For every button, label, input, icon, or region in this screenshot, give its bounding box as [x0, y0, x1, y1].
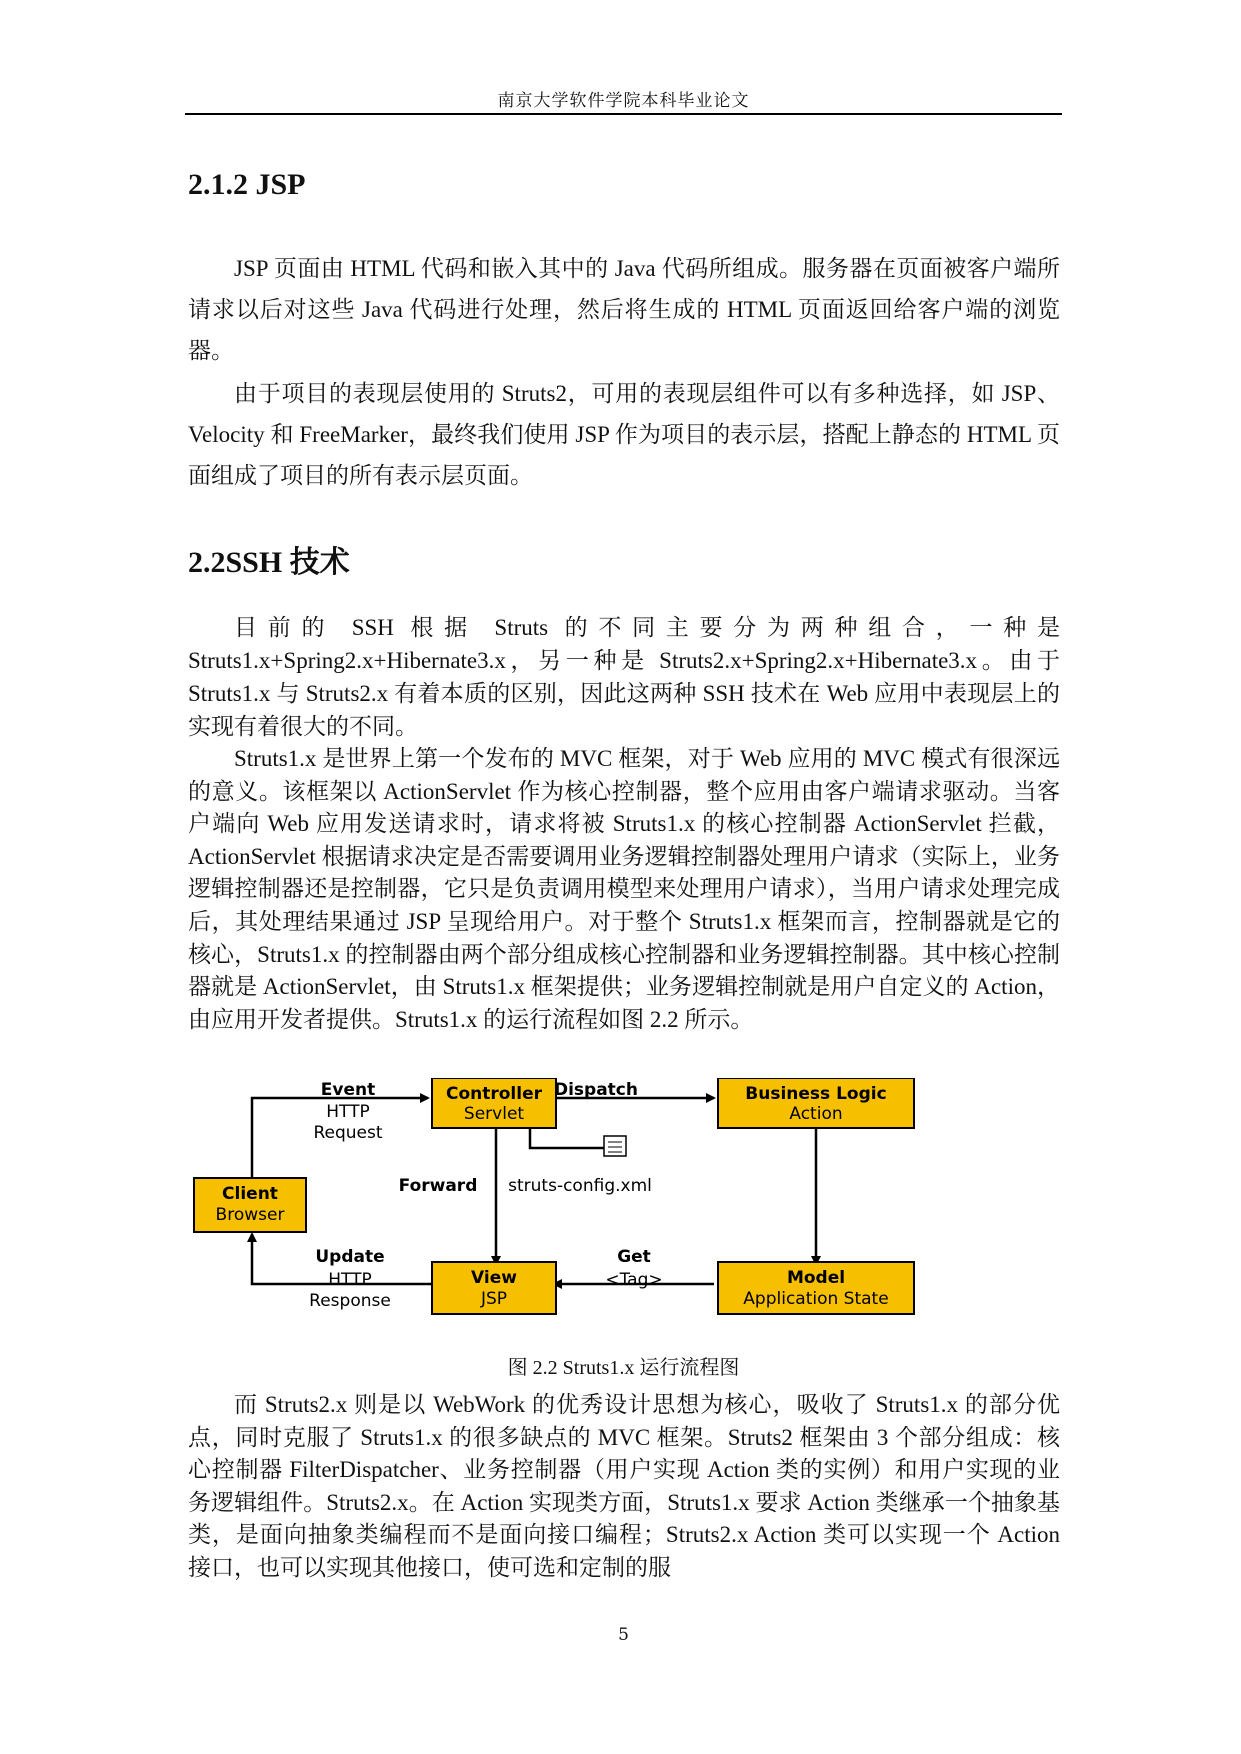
http-request-label-1: HTTP: [326, 1102, 370, 1122]
svg-text:Business Logic: Business Logic: [745, 1084, 887, 1104]
header-rule: [185, 113, 1062, 115]
page-number: 5: [618, 1625, 629, 1645]
svg-text:JSP: JSP: [480, 1289, 508, 1309]
paragraph-ssh-combinations: 目前的 SSH 根据 Struts 的不同主要分为两种组合，一种是 Struts1.x+Spring2.x+Hibernate3.x，另一种是 Struts2.x+Spring2.x+Hibernate3.x。由于 Struts1.x 与 Struts2.x 有着本质的区别，因此这两种 SSH 技术在 Web 应用中表现层上的实现有着很大的不同。: [188, 615, 1060, 739]
running-header: 南京大学软件学院本科毕业论文: [497, 91, 750, 111]
figure-caption: 图 2.2 Struts1.x 运行流程图: [507, 1357, 740, 1379]
paragraph-struts1: Struts1.x 是世界上第一个发布的 MVC 框架，对于 Web 应用的 MVC 模式有很深远的意义。该框架以 ActionServlet 作为核心控制器，整个应用由客户端请求驱动。当客户端向 Web 应用发送请求时，请求将被 Struts1.x 的核心控制器 ActionServlet 拦截，ActionServlet 根据请求决定是否需要调用业务逻辑控制器处理用户请求（实际上，业务逻辑控制器还是控制器，它只是负责调用模型来处理用户请求），当用户请求处理完成后，其处理结果通过 JSP 呈现给用户。对于整个 Struts1.x 框架而言，控制器就是它的核心，Struts1.x 的控制器由两个部分组成核心控制器和业务逻辑控制器。其中核心控制器就是 ActionServlet，由 Struts1.x 框架提供；业务逻辑控制就是用户自定义的 Action，由应用开发者提供。Struts1.x 的运行流程如图 2.2 所示。: [188, 746, 1060, 1032]
paragraph-jsp-intro: JSP 页面由 HTML 代码和嵌入其中的 Java 代码所组成。服务器在页面被客户端所请求以后对这些 Java 代码进行处理，然后将生成的 HTML 页面返回给客户端的浏览器。: [188, 256, 1060, 363]
view-jsp-box: [432, 1262, 556, 1314]
struts-config-label: struts-config.xml: [508, 1176, 652, 1196]
svg-text:Servlet: Servlet: [463, 1104, 525, 1124]
http-response-label-1: HTTP: [328, 1270, 372, 1290]
svg-text:View: View: [471, 1268, 517, 1288]
http-response-label-2: Response: [309, 1291, 391, 1311]
config-link-line: [530, 1128, 604, 1148]
paragraph-struts2: 而 Struts2.x 则是以 WebWork 的优秀设计思想为核心，吸收了 Struts1.x 的部分优点，同时克服了 Struts1.x 的很多缺点的 MVC 框架。Struts2 框架由 3 个部分组成：核心控制器 FilterDispatcher、业务控制器（用户实现 Action 类的实例）和用户实现的业务逻辑组件。Struts2.x。在 Action 实现类方面，Struts1.x 要求 Action 类继承一个抽象基类，是面向抽象类编程而不是面向接口编程；Struts2.x Action 类可以实现一个 Action 接口，也可以实现其他接口，使可选和定制的服: [188, 1392, 1060, 1580]
svg-text:Client: Client: [222, 1184, 278, 1204]
svg-text:Action: Action: [789, 1104, 843, 1124]
client-browser-box: [194, 1178, 306, 1232]
svg-text:Model: Model: [786, 1268, 846, 1288]
forward-label: Forward: [398, 1176, 478, 1196]
controller-servlet-box: [432, 1078, 556, 1128]
paragraph-jsp-usage: 由于项目的表现层使用的 Struts2，可用的表现层组件可以有多种选择，如 JSP、Velocity 和 FreeMarker，最终我们使用 JSP 作为项目的表示层，搭配上静态的 HTML 页面组成了项目的所有表示层页面。: [188, 381, 1060, 488]
section-heading-2-1-2: 2.1.2 JSP: [188, 168, 306, 201]
tag-label: <Tag>: [605, 1270, 663, 1290]
section-heading-2-2: 2.2SSH 技术: [188, 546, 350, 579]
event-label: Event: [320, 1080, 376, 1100]
svg-text:Controller: Controller: [445, 1084, 543, 1104]
xml-file-icon: [604, 1136, 626, 1156]
dispatch-label: Dispatch: [553, 1080, 639, 1100]
get-label: Get: [617, 1247, 651, 1267]
http-request-label-2: Request: [313, 1123, 383, 1143]
business-logic-action-box: [718, 1078, 914, 1128]
model-application-state-box: [718, 1262, 914, 1314]
update-label: Update: [315, 1247, 385, 1267]
struts1-flow-diagram: [190, 1078, 930, 1330]
svg-text:Application State: Application State: [743, 1289, 889, 1309]
svg-text:Browser: Browser: [215, 1205, 285, 1225]
